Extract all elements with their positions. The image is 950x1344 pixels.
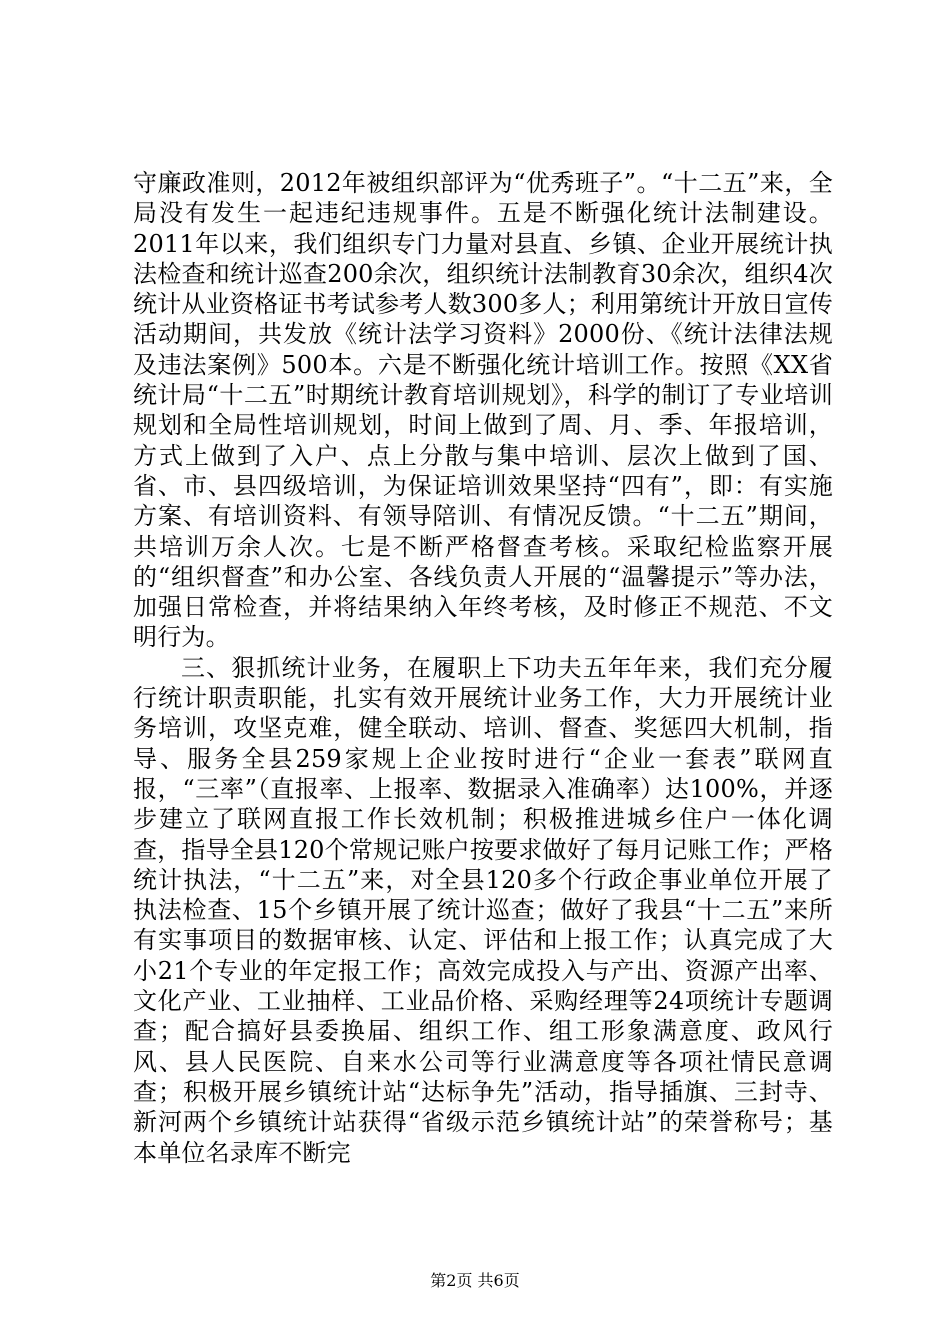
- paragraph-section-three: 三、狠抓统计业务，在履职上下功夫五年年来，我们充分履行统计职责职能，扎实有效开展统计业务工作，大力开展统计业务培训，攻坚克难，健全联动、培训、督查、奖惩四大机制，指导、服务全县259家规上企业按时进行“企业一套表”联网直报，“三率”（直报率、上报率、数据录入准确率）达100%，并逐步建立了联网直报工作长效机制；积极推进城乡住户一体化调查，指导全县120个常规记账户按要求做好了每月记账工作；严格统计执法，“十二五”来，对全县120多个行政企事业单位开展了执法检查、15个乡镇开展了统计巡查；做好了我县“十二五”来所有实事项目的数据审核、认定、评估和上报工作；认真完成了大小21个专业的年定报工作；高效完成投入与产出、资源产出率、文化产业、工业抽样、工业品价格、采购经理等24项统计专题调查；配合搞好县委换届、组织工作、组工形象满意度、政风行风、县人民医院、自来水公司等行业满意度等各项社情民意调查；积极开展乡镇统计站“达标争先”活动，指导插旗、三封寺、新河两个乡镇统计站获得“省级示范乡镇统计站”的荣誉称号；基本单位名录库不断完: [133, 653, 833, 1167]
- page-footer: [0, 1271, 950, 1291]
- document-body: [133, 168, 833, 1168]
- paragraph-continued: 守廉政准则，2012年被组织部评为“优秀班子”。“十二五”来，全局没有发生一起违纪违规事件。五是不断强化统计法制建设。2011年以来，我们组织专门力量对县直、乡镇、企业开展统计执法检查和统计巡查200余次，组织统计法制教育30余次，组织4次统计从业资格证书考试参考人数300多人；利用第统计开放日宣传活动期间，共发放《统计法学习资料》2000份、《统计法律法规及违法案例》500本。六是不断强化统计培训工作。按照《XX省统计局“十二五”时期统计教育培训规划》，科学的制订了专业培训规划和全局性培训规划，时间上做到了周、月、季、年报培训，方式上做到了入户、点上分散与集中培训、层次上做到了国、省、市、县四级培训，为保证培训效果坚持“四有”，即：有实施方案、有培训资料、有领导陪训、有情况反馈。“十二五”期间，共培训万余人次。七是不断严格督查考核。采取纪检监察开展的“组织督查”和办公室、各线负责人开展的“温馨提示”等办法，加强日常检查，并将结果纳入年终考核，及时修正不规范、不文明行为。: [133, 169, 833, 652]
- page-number: 第2页 共6页: [430, 1271, 520, 1290]
